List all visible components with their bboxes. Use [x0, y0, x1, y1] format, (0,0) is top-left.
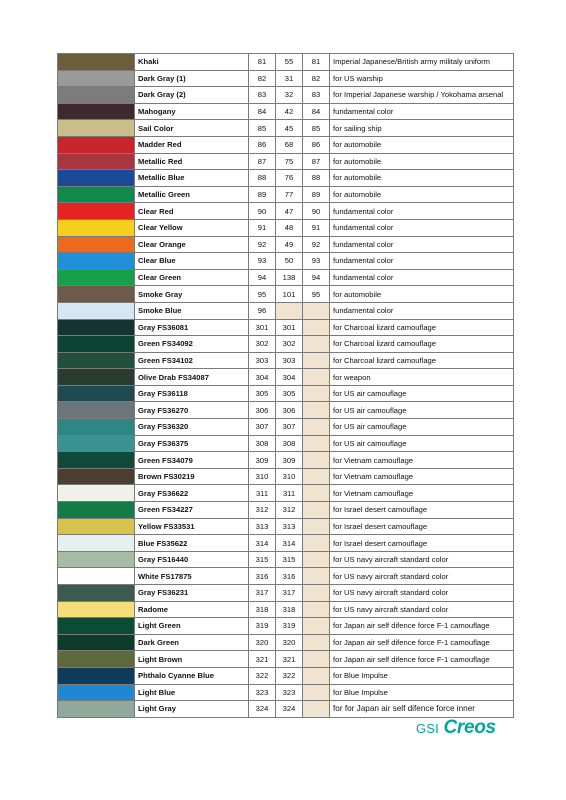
color-swatch	[58, 336, 135, 353]
code-col-2: 324	[276, 701, 303, 718]
color-name: Smoke Blue	[135, 302, 249, 319]
color-usage: for Vietnam camouflage	[330, 468, 514, 485]
color-row	[58, 153, 514, 170]
code-col-1: 320	[249, 634, 276, 651]
color-usage: for automobile	[330, 136, 514, 153]
code-col-2: 317	[276, 585, 303, 602]
code-col-1: 88	[249, 170, 276, 187]
color-name: Green FS34102	[135, 352, 249, 369]
color-row	[58, 336, 514, 353]
code-col-3: 84	[303, 103, 330, 120]
code-col-1: 309	[249, 452, 276, 469]
color-name: Clear Orange	[135, 236, 249, 253]
color-name: Gray FS36622	[135, 485, 249, 502]
code-col-3: 88	[303, 170, 330, 187]
color-row	[58, 419, 514, 436]
color-usage: for automobile	[330, 170, 514, 187]
code-col-2: 42	[276, 103, 303, 120]
code-col-3: 93	[303, 253, 330, 270]
code-col-1: 304	[249, 369, 276, 386]
color-swatch	[58, 402, 135, 419]
logo-prefix: GSI	[416, 721, 439, 736]
code-col-1: 87	[249, 153, 276, 170]
color-swatch	[58, 452, 135, 469]
color-name: Light Blue	[135, 684, 249, 701]
color-name: Clear Yellow	[135, 219, 249, 236]
code-col-3	[303, 601, 330, 618]
color-name: Green FS34079	[135, 452, 249, 469]
color-row	[58, 452, 514, 469]
code-col-1: 323	[249, 684, 276, 701]
color-row	[58, 502, 514, 519]
code-col-2: 319	[276, 618, 303, 635]
color-usage: fundamental color	[330, 236, 514, 253]
code-col-1: 84	[249, 103, 276, 120]
color-swatch	[58, 153, 135, 170]
color-usage: for US warship	[330, 70, 514, 87]
code-col-1: 321	[249, 651, 276, 668]
color-row	[58, 601, 514, 618]
code-col-2: 55	[276, 54, 303, 71]
code-col-2: 312	[276, 502, 303, 519]
code-col-2: 303	[276, 352, 303, 369]
color-row	[58, 352, 514, 369]
color-chart-body	[58, 54, 514, 718]
color-name: Gray FS36118	[135, 385, 249, 402]
color-name: Metallic Red	[135, 153, 249, 170]
color-swatch	[58, 319, 135, 336]
color-name: Blue FS35622	[135, 535, 249, 552]
color-row	[58, 87, 514, 104]
color-row	[58, 253, 514, 270]
color-name: Gray FS16440	[135, 551, 249, 568]
color-usage: for weapon	[330, 369, 514, 386]
code-col-1: 313	[249, 518, 276, 535]
color-swatch	[58, 535, 135, 552]
code-col-1: 90	[249, 203, 276, 220]
gsi-creos-logo	[416, 717, 496, 739]
color-swatch	[58, 120, 135, 137]
color-name: Clear Blue	[135, 253, 249, 270]
color-swatch	[58, 70, 135, 87]
color-swatch	[58, 286, 135, 303]
color-swatch	[58, 203, 135, 220]
color-usage: for Charcoal lizard camouflage	[330, 352, 514, 369]
color-row	[58, 120, 514, 137]
code-col-1: 96	[249, 302, 276, 319]
color-name: Gray FS36375	[135, 435, 249, 452]
code-col-3: 95	[303, 286, 330, 303]
color-row	[58, 667, 514, 684]
code-col-2: 45	[276, 120, 303, 137]
code-col-3	[303, 385, 330, 402]
color-usage: for US navy aircraft standard color	[330, 585, 514, 602]
color-row	[58, 236, 514, 253]
color-swatch	[58, 385, 135, 402]
color-swatch	[58, 170, 135, 187]
code-col-1: 317	[249, 585, 276, 602]
code-col-2: 31	[276, 70, 303, 87]
color-swatch	[58, 136, 135, 153]
color-name: Sail Color	[135, 120, 249, 137]
color-swatch	[58, 253, 135, 270]
color-usage: for US navy aircraft standard color	[330, 568, 514, 585]
color-name: Light Brown	[135, 651, 249, 668]
code-col-3	[303, 419, 330, 436]
color-swatch	[58, 269, 135, 286]
color-row	[58, 269, 514, 286]
color-row	[58, 468, 514, 485]
code-col-2: 49	[276, 236, 303, 253]
code-col-2: 309	[276, 452, 303, 469]
color-name: Phthalo Cyanne Blue	[135, 667, 249, 684]
code-col-2: 323	[276, 684, 303, 701]
code-col-3	[303, 302, 330, 319]
color-swatch	[58, 701, 135, 718]
color-row	[58, 136, 514, 153]
color-name: Gray FS36081	[135, 319, 249, 336]
code-col-3	[303, 369, 330, 386]
color-swatch	[58, 219, 135, 236]
color-name: Metallic Blue	[135, 170, 249, 187]
code-col-3	[303, 701, 330, 718]
color-usage: fundamental color	[330, 302, 514, 319]
code-col-2: 138	[276, 269, 303, 286]
code-col-3	[303, 336, 330, 353]
code-col-2: 315	[276, 551, 303, 568]
code-col-2: 310	[276, 468, 303, 485]
color-name: White FS17875	[135, 568, 249, 585]
color-swatch	[58, 651, 135, 668]
color-swatch	[58, 585, 135, 602]
code-col-2: 307	[276, 419, 303, 436]
color-row	[58, 70, 514, 87]
code-col-1: 314	[249, 535, 276, 552]
color-usage: for Charcoal lizard camouflage	[330, 336, 514, 353]
code-col-3	[303, 568, 330, 585]
color-row	[58, 435, 514, 452]
code-col-1: 95	[249, 286, 276, 303]
code-col-1: 324	[249, 701, 276, 718]
code-col-2: 305	[276, 385, 303, 402]
color-swatch	[58, 435, 135, 452]
color-swatch	[58, 568, 135, 585]
color-usage: for Israel desert camouflage	[330, 502, 514, 519]
code-col-2: 321	[276, 651, 303, 668]
code-col-2: 311	[276, 485, 303, 502]
code-col-2: 75	[276, 153, 303, 170]
code-col-1: 92	[249, 236, 276, 253]
color-row	[58, 286, 514, 303]
color-name: Brown FS30219	[135, 468, 249, 485]
color-swatch	[58, 236, 135, 253]
color-name: Gray FS36231	[135, 585, 249, 602]
code-col-2: 308	[276, 435, 303, 452]
code-col-1: 322	[249, 667, 276, 684]
code-col-2: 318	[276, 601, 303, 618]
code-col-1: 318	[249, 601, 276, 618]
color-usage: for Charcoal lizard camouflage	[330, 319, 514, 336]
code-col-3: 87	[303, 153, 330, 170]
color-usage: for automobile	[330, 286, 514, 303]
color-swatch	[58, 601, 135, 618]
color-usage: for Vietnam camouflage	[330, 452, 514, 469]
code-col-1: 316	[249, 568, 276, 585]
code-col-2: 76	[276, 170, 303, 187]
color-usage: for Vietnam camouflage	[330, 485, 514, 502]
code-col-3	[303, 518, 330, 535]
code-col-1: 82	[249, 70, 276, 87]
color-row	[58, 568, 514, 585]
color-name: Green FS34092	[135, 336, 249, 353]
code-col-3	[303, 435, 330, 452]
color-swatch	[58, 54, 135, 71]
code-col-3: 91	[303, 219, 330, 236]
color-usage: for US air camouflage	[330, 402, 514, 419]
code-col-3	[303, 502, 330, 519]
color-name: Light Gray	[135, 701, 249, 718]
code-col-1: 305	[249, 385, 276, 402]
color-row	[58, 535, 514, 552]
color-swatch	[58, 352, 135, 369]
code-col-1: 86	[249, 136, 276, 153]
code-col-3	[303, 618, 330, 635]
color-row	[58, 302, 514, 319]
code-col-3: 92	[303, 236, 330, 253]
code-col-2: 301	[276, 319, 303, 336]
color-usage: for automobile	[330, 153, 514, 170]
color-usage: Imperial Japanese/British army militaly uniform	[330, 54, 514, 71]
color-name: Metallic Green	[135, 186, 249, 203]
color-row	[58, 103, 514, 120]
color-name: Olive Drab FS34087	[135, 369, 249, 386]
code-col-2: 322	[276, 667, 303, 684]
code-col-2	[276, 302, 303, 319]
code-col-2: 50	[276, 253, 303, 270]
code-col-2: 313	[276, 518, 303, 535]
code-col-2: 302	[276, 336, 303, 353]
color-swatch	[58, 684, 135, 701]
code-col-1: 306	[249, 402, 276, 419]
color-name: Madder Red	[135, 136, 249, 153]
code-col-1: 81	[249, 54, 276, 71]
code-col-1: 315	[249, 551, 276, 568]
code-col-1: 307	[249, 419, 276, 436]
color-swatch	[58, 502, 135, 519]
code-col-2: 320	[276, 634, 303, 651]
color-swatch	[58, 518, 135, 535]
code-col-3	[303, 684, 330, 701]
color-swatch	[58, 468, 135, 485]
color-swatch	[58, 302, 135, 319]
code-col-3	[303, 551, 330, 568]
code-col-3	[303, 468, 330, 485]
color-row	[58, 369, 514, 386]
color-usage: for US navy aircraft standard color	[330, 601, 514, 618]
code-col-1: 93	[249, 253, 276, 270]
code-col-1: 308	[249, 435, 276, 452]
code-col-3: 83	[303, 87, 330, 104]
color-swatch	[58, 419, 135, 436]
color-swatch	[58, 186, 135, 203]
code-col-1: 310	[249, 468, 276, 485]
code-col-2: 316	[276, 568, 303, 585]
color-usage: fundamental color	[330, 253, 514, 270]
color-swatch	[58, 485, 135, 502]
color-row	[58, 219, 514, 236]
code-col-3	[303, 402, 330, 419]
code-col-1: 312	[249, 502, 276, 519]
color-name: Green FS34227	[135, 502, 249, 519]
color-row	[58, 402, 514, 419]
code-col-2: 314	[276, 535, 303, 552]
color-usage: for Israel desert camouflage	[330, 535, 514, 552]
code-col-2: 306	[276, 402, 303, 419]
code-col-3: 82	[303, 70, 330, 87]
color-swatch	[58, 618, 135, 635]
code-col-3: 89	[303, 186, 330, 203]
color-swatch	[58, 103, 135, 120]
color-usage: for Blue Impulse	[330, 684, 514, 701]
color-usage: fundamental color	[330, 219, 514, 236]
color-usage: for US air camouflage	[330, 435, 514, 452]
color-row	[58, 651, 514, 668]
color-swatch	[58, 369, 135, 386]
code-col-2: 68	[276, 136, 303, 153]
code-col-1: 301	[249, 319, 276, 336]
color-row	[58, 385, 514, 402]
color-row	[58, 701, 514, 718]
color-usage: for Japan air self difence force F-1 camouflage	[330, 651, 514, 668]
code-col-3	[303, 535, 330, 552]
logo-brand: Creos	[443, 717, 496, 738]
color-usage: for Japan air self difence force F-1 camouflage	[330, 618, 514, 635]
color-row	[58, 203, 514, 220]
color-chart-table	[57, 53, 514, 718]
color-swatch	[58, 667, 135, 684]
color-row	[58, 518, 514, 535]
color-name: Gray FS36270	[135, 402, 249, 419]
color-name: Clear Green	[135, 269, 249, 286]
color-name: Mahogany	[135, 103, 249, 120]
color-swatch	[58, 87, 135, 104]
color-usage: for US air camouflage	[330, 419, 514, 436]
code-col-3: 90	[303, 203, 330, 220]
color-usage: for for Japan air self difence force inner	[330, 701, 514, 718]
color-name: Dark Green	[135, 634, 249, 651]
color-usage: for sailing ship	[330, 120, 514, 137]
code-col-1: 319	[249, 618, 276, 635]
color-usage: for US navy aircraft standard color	[330, 551, 514, 568]
color-usage: fundamental color	[330, 203, 514, 220]
code-col-1: 83	[249, 87, 276, 104]
color-name: Light Green	[135, 618, 249, 635]
code-col-2: 77	[276, 186, 303, 203]
color-name: Radome	[135, 601, 249, 618]
color-row	[58, 170, 514, 187]
color-name: Smoke Gray	[135, 286, 249, 303]
color-name: Dark Gray (2)	[135, 87, 249, 104]
color-swatch	[58, 634, 135, 651]
code-col-3	[303, 651, 330, 668]
color-swatch	[58, 551, 135, 568]
code-col-1: 94	[249, 269, 276, 286]
color-name: Gray FS36320	[135, 419, 249, 436]
color-name: Clear Red	[135, 203, 249, 220]
code-col-3	[303, 319, 330, 336]
color-row	[58, 485, 514, 502]
code-col-3	[303, 585, 330, 602]
code-col-2: 32	[276, 87, 303, 104]
code-col-2: 48	[276, 219, 303, 236]
color-row	[58, 551, 514, 568]
color-usage: for US air camouflage	[330, 385, 514, 402]
code-col-1: 85	[249, 120, 276, 137]
code-col-3: 94	[303, 269, 330, 286]
code-col-2: 101	[276, 286, 303, 303]
color-usage: for Japan air self difence force F-1 camouflage	[330, 634, 514, 651]
code-col-3	[303, 352, 330, 369]
color-row	[58, 618, 514, 635]
code-col-3	[303, 452, 330, 469]
color-row	[58, 54, 514, 71]
color-name: Dark Gray (1)	[135, 70, 249, 87]
code-col-3: 85	[303, 120, 330, 137]
code-col-1: 311	[249, 485, 276, 502]
color-usage: for Israel desert camouflage	[330, 518, 514, 535]
color-name: Yellow FS33531	[135, 518, 249, 535]
code-col-2: 47	[276, 203, 303, 220]
color-usage: fundamental color	[330, 269, 514, 286]
code-col-3: 86	[303, 136, 330, 153]
code-col-3	[303, 485, 330, 502]
color-usage: for Imperial Japanese warship / Yokohama arsenal	[330, 87, 514, 104]
code-col-1: 303	[249, 352, 276, 369]
color-usage: for automobile	[330, 186, 514, 203]
code-col-1: 91	[249, 219, 276, 236]
code-col-3	[303, 667, 330, 684]
code-col-3	[303, 634, 330, 651]
code-col-1: 302	[249, 336, 276, 353]
color-row	[58, 186, 514, 203]
color-row	[58, 684, 514, 701]
color-usage: for Blue Impulse	[330, 667, 514, 684]
color-usage: fundamental color	[330, 103, 514, 120]
code-col-2: 304	[276, 369, 303, 386]
color-row	[58, 585, 514, 602]
color-row	[58, 634, 514, 651]
code-col-3: 81	[303, 54, 330, 71]
code-col-1: 89	[249, 186, 276, 203]
color-name: Khaki	[135, 54, 249, 71]
color-row	[58, 319, 514, 336]
